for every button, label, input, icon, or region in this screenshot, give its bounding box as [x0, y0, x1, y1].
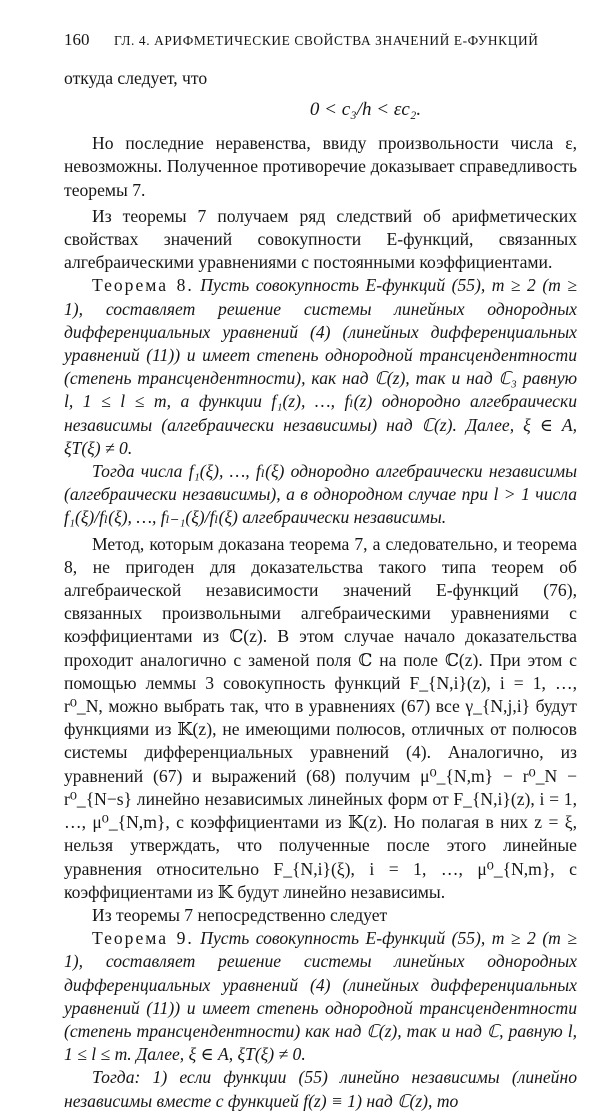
paragraph-follows: Из теоремы 7 непосредственно следует — [92, 904, 388, 925]
theorem-8-statement: Пусть совокупность E-функций (55), m ≥ 2 (m ≥ 1), составляет решение системы линейных однородных дифференциальных уравнений (4) (линейных дифференциальных уравнений (11)) и имеет степень однородной трансцендентности (степень трансцендентности), как над ℂ(z), так и над ℂ₃ равную l, 1 ≤ l ≤ m, а функции f₁(z), …, fₗ(z) однородно алгебраически независимы (алгебраически независимы) над ℂ(z). Далее, ξ ∈ A, ξT(ξ) ≠ 0. — [64, 275, 577, 458]
theorem-9-conclusion: Тогда: 1) если функции (55) линейно независимы (линейно независимы вместе с функцией f(z) ≡ 1) над ℂ(z), то — [64, 1067, 577, 1111]
theorem-8-conclusion: Тогда числа f₁(ξ), …, fₗ(ξ) однородно алгебраически независимы (алгебраически независимы), а в однородном случае при l > 1 числа f₁(ξ)/fₗ(ξ), …, fₗ₋₁(ξ)/fₗ(ξ) алгебраически независимы. — [64, 461, 577, 528]
theorem-9-statement: Пусть совокупность E-функций (55), m ≥ 2 (m ≥ 1), составляет решение системы линейных однородных дифференциальных уравнений (4) (линейных дифференциальных уравнений (11)) и имеет степень однородной трансцендентности (степень трансцендентности) как над ℂ(z), так и над ℂ, равную l, 1 ≤ l ≤ m. Далее, ξ ∈ A, ξT(ξ) ≠ 0. — [64, 928, 577, 1065]
page-number: 160 — [64, 30, 90, 49]
theorem-8 — [64, 274, 577, 460]
theorem-9 — [64, 927, 577, 1066]
theorem-8-label: Теорема 8. — [92, 275, 194, 296]
paragraph-method: Метод, которым доказана теорема 7, а следовательно, и теорема 8, не пригоден для доказательства такого типа теорем об алгебраической независимости значений E-функций (76), связанных произвольными алгебраическими уравнениями с коэффициентами из ℂ(z). В этом случае начало доказательства проходит аналогично с заменой поля ℂ на поле ℂ(z). При этом с помощью леммы 3 совокупность функций F_{N,i}(z), i = 1, …, r⁰_N, можно выбрать так, что в уравнениях (67) все γ_{N,j,i} будут функциями из 𝕂(z), не имеющими полюсов, отличных от полюсов системы дифференциальных уравнений (4). Аналогично, из уравнений (67) и выражений (68) получим μ⁰_{N,m} − r⁰_N − r⁰_{N−s} линейно независимых линейных форм от F_{N,i}(z), i = 1, …, μ⁰_{N,m}, с коэффициентами из 𝕂(z). Но полагая в них z = ξ, нельзя утверждать, что полученные после этого линейные уравнения относительно F_{N,i}(ξ), i = 1, …, μ⁰_{N,m}, с коэффициентами из 𝕂 будут линейно независимы. — [64, 533, 577, 902]
running-header — [64, 30, 577, 51]
inequality-formula: 0 < c₃/h < εc₂. — [309, 99, 422, 121]
paragraph-contradiction: Но последние неравенства, ввиду произвольности числа ε, невозможны. Полученное противоречие доказывает справедливость теоремы 7. — [64, 133, 577, 200]
intro-line: откуда следует, что — [64, 68, 208, 88]
paragraph-corollaries: Из теоремы 7 получаем ряд следствий об арифметических свойствах значений совокупности E-функций, связанных алгебраическими уравнениями с постоянными коэффициентами. — [64, 205, 577, 273]
theorem-9-label: Теорема 9. — [92, 928, 194, 949]
running-title: ГЛ. 4. АРИФМЕТИЧЕСКИЕ СВОЙСТВА ЗНАЧЕНИЙ E-ФУНКЦИЙ — [114, 33, 539, 48]
